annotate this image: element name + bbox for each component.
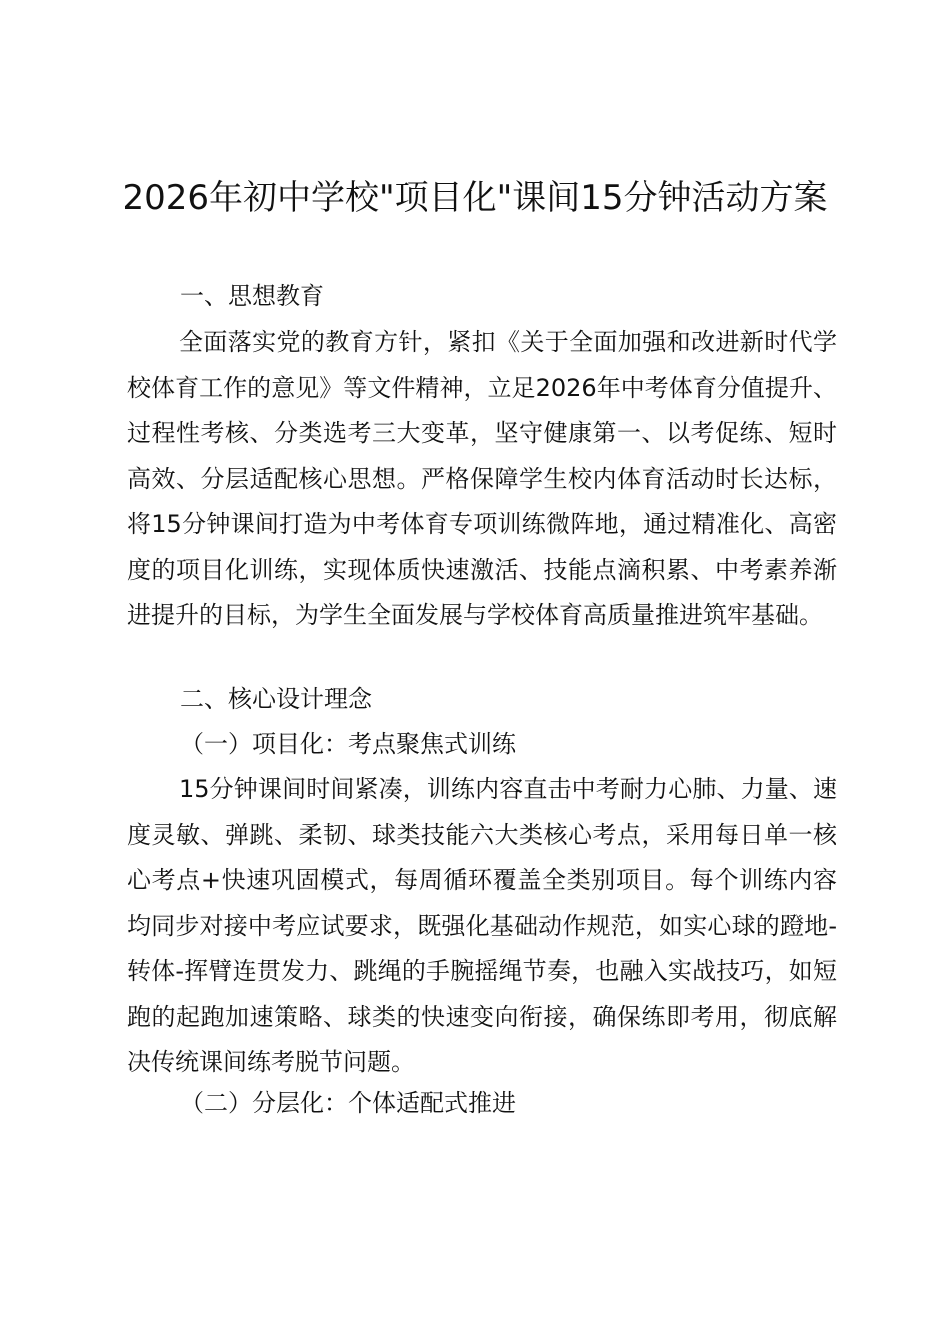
- subsection-paragraph-project: 15分钟课间时间紧凑，训练内容直击中考耐力心肺、力量、速度灵敏、弹跳、柔韧、球类技能六大类核心考点，采用每日单一核心考点+快速巩固模式，每周循环覆盖全类别项目。每个训练内容均同步对接中考应试要求，既强化基础动作规范，如实心球的蹬地-转体-挥臂连贯发力、跳绳的手腕摇绳节奏，也融入实战技巧，如短跑的起跑加速策略、球类的快速变向衔接，确保练即考用，彻底解决传统课间练考脱节问题。: [127, 775, 837, 1076]
- section-heading-core-design: 二、核心设计理念: [180, 685, 372, 713]
- section-paragraph-thought-education: 全面落实党的教育方针，紧扣《关于全面加强和改进新时代学校体育工作的意见》等文件精神，立足2026年中考体育分值提升、过程性考核、分类选考三大变革，坚守健康第一、以考促练、短时高效、分层适配核心思想。严格保障学生校内体育活动时长达标，将15分钟课间打造为中考体育专项训练微阵地，通过精准化、高密度的项目化训练，实现体质快速激活、技能点滴积累、中考素养渐进提升的目标，为学生全面发展与学校体育高质量推进筑牢基础。: [127, 328, 837, 629]
- document-title: 2026年初中学校"项目化"课间15分钟活动方案: [122, 178, 828, 218]
- section-heading-thought-education: 一、思想教育: [180, 282, 324, 310]
- subsection-heading-project: （一）项目化：考点聚焦式训练: [180, 730, 516, 758]
- subsection-heading-layered: （二）分层化：个体适配式推进: [180, 1089, 516, 1117]
